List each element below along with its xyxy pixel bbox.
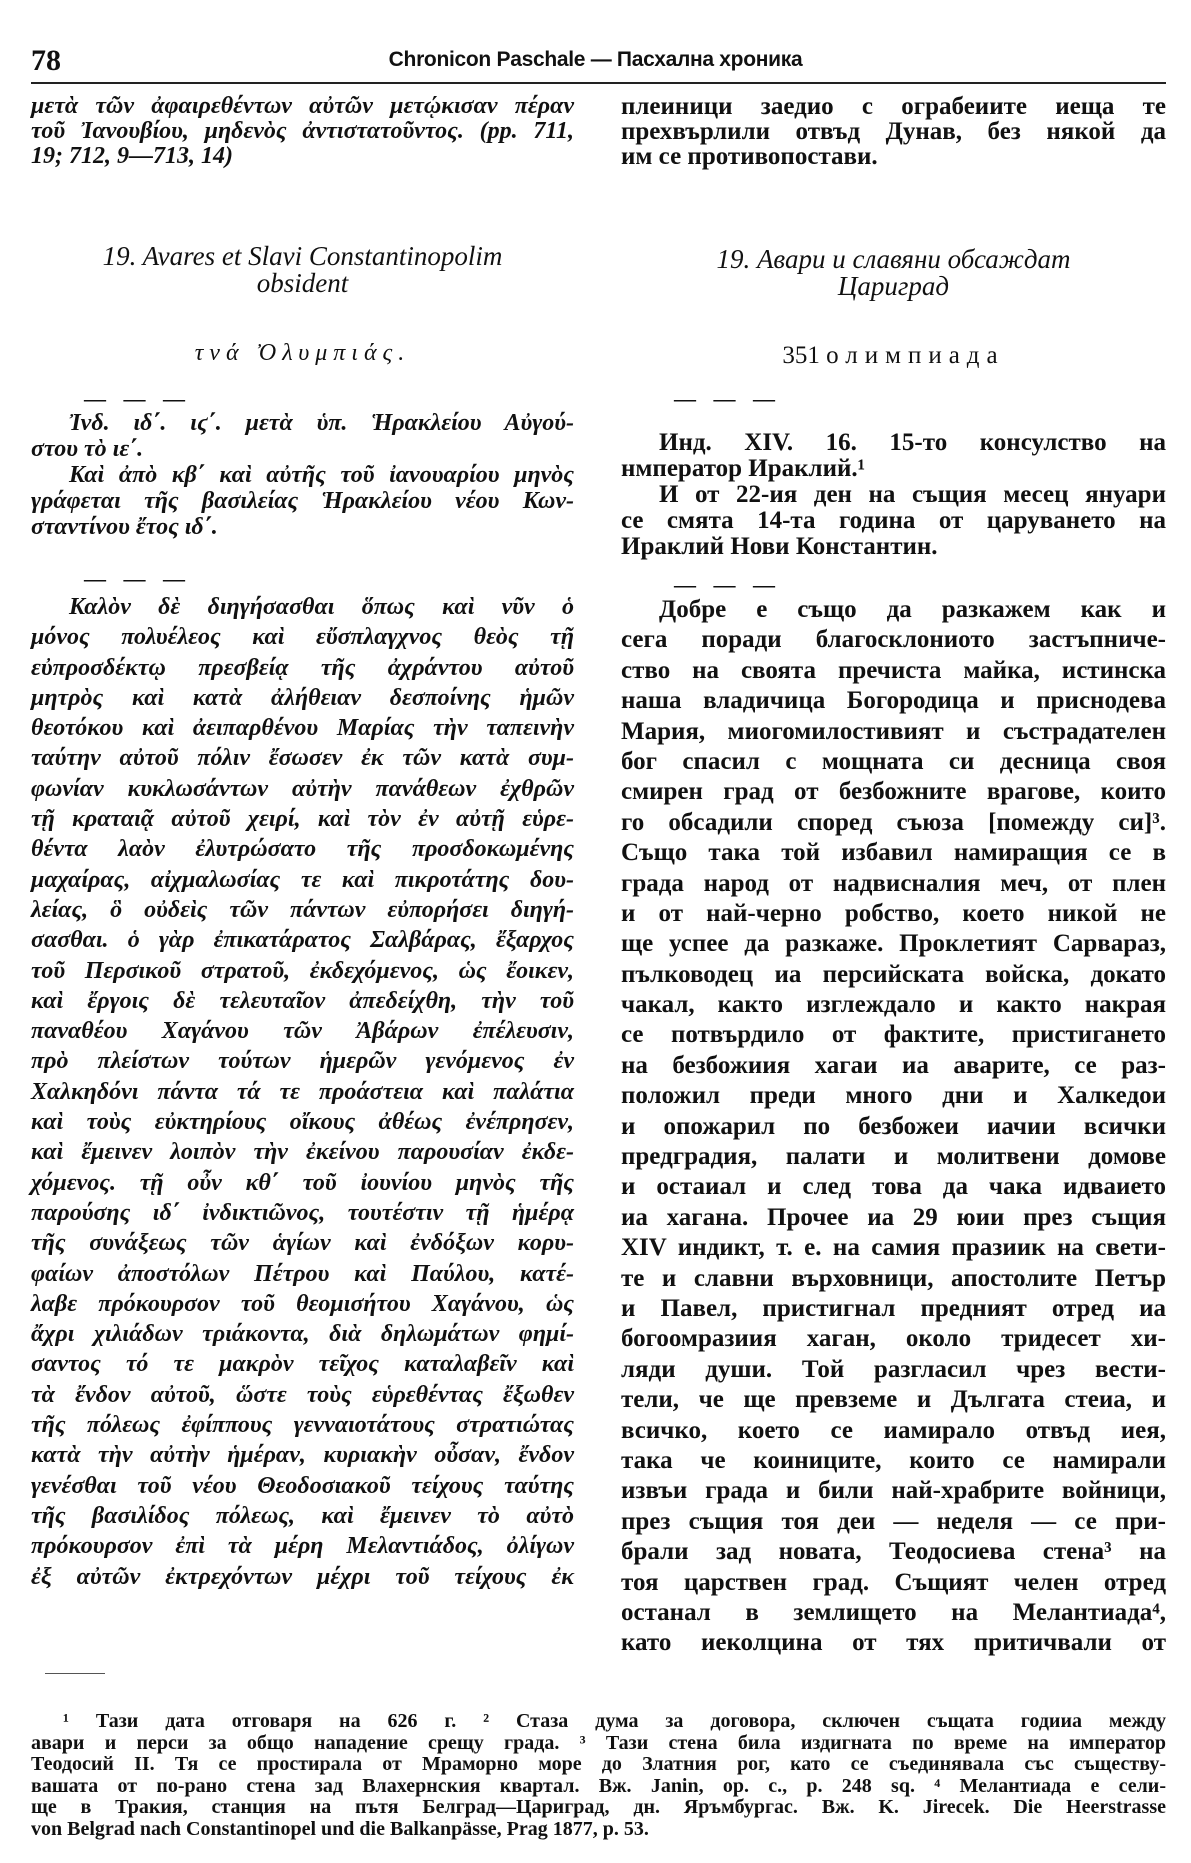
text-line: ляди души. Той разгласил чрез вести- [621, 1355, 1166, 1383]
text-line: σαντος τό τε μακρὸν τεῖχος καταλαβεῖν καὶ [31, 1351, 574, 1378]
greek-top-paragraph [31, 94, 574, 169]
text-line: на безбожиия хагаи иа аварите, се раз- [621, 1051, 1166, 1079]
text-line: τῆς πόλεως ἐφίππους γενναιοτάτους στρατιώτας [31, 1412, 574, 1439]
text-line: λαβε πρόκουρσον τοῦ θεομισήτου Χαγάνου, ὡς [31, 1290, 574, 1317]
text-line: εὐπροσδέκτῳ πρεσβείᾳ τῆς ἀχράντου αὐτοῦ [31, 654, 574, 681]
text-line: γενέσθαι τοῦ νέου Θεοδοσιακοῦ τείχους ταύτης [31, 1472, 574, 1499]
text-line: σασθαι. ὁ γὰρ ἐπικατάρατος Σαλβάρας, ἔξαρχος [31, 927, 574, 954]
text-line: XIV индикт, т. е. на самия празиик на свети- [621, 1234, 1166, 1262]
text-line: вашата от по-рано стена зад Влахернския квартал. Вж. Janin, op. c., p. 248 sq. ⁴ Мелантиада е сели- [31, 1774, 1166, 1797]
text-line: положил преди много дни и Халкедои [621, 1082, 1166, 1110]
text-line: ταύτην αὐτοῦ πόλιν ἔσωσεν ἐκ τῶν κατὰ συμ- [31, 745, 574, 772]
text-line: Καὶ ἀπὸ κβ΄ καὶ αὐτῆς τοῦ ἰανουαρίου μηνὸς [69, 462, 574, 488]
text-line: παναθέου Χαγάνου τῶν Ἀβάρων ἐπέλευσιν, [31, 1018, 574, 1045]
text-line: καὶ ἔργοις δὲ τελευταῖον ἀπεδείχθη, τὴν τοῦ [31, 987, 574, 1014]
text-line: прехвърлили отвъд Дунав, без някой да [621, 118, 1166, 145]
text-line: града народ от надвисналия меч, от плен [621, 869, 1166, 897]
footnotes [31, 1711, 1166, 1840]
text-line: те и славни върховници, апостолите Петър [621, 1264, 1166, 1292]
text-line: Също така той избавил намиращия се в [621, 839, 1166, 867]
text-line: 19. Avares et Slavi Constantinopolim [102, 241, 503, 271]
text-line: μόνος πολυέλεος καὶ εὔσπλαγχνος θεὸς τῇ [31, 624, 574, 651]
text-line: τῆς συνάξεως τῶν ἁγίων καὶ ἐνδόξων κορυ- [31, 1230, 574, 1257]
text-line: и Павел, пристигнал предният отред иа [621, 1294, 1166, 1322]
footnote-rule [45, 1673, 105, 1674]
text-line: пълководец иа персийската войска, докато [621, 960, 1166, 988]
text-line: бог спасил с мощната си десница своя [621, 747, 1166, 775]
text-line: го обсадили според съюза [помежду си]³. [621, 808, 1166, 836]
separator-dashes: — — — [84, 386, 191, 411]
text-line: тели, че ще превземе и Дългата стеиа, и [621, 1386, 1166, 1414]
text-line: им се противопостави. [621, 143, 878, 170]
text-line: Добре е също да разкажем как и [659, 596, 1166, 623]
text-line: 19. Авари и славяни обсаждат [716, 244, 1071, 274]
text-line: ще в Тракия, станция на пътя Белград—Цариград, дн. Яръмбургас. Вж. K. Jirecek. Die Heerstrasse [31, 1796, 1166, 1818]
greek-olympiad-label: τνά Ὀλυμπιάς. [194, 340, 411, 366]
page-number: 78 [31, 44, 61, 77]
bulgarian-indiction-paragraph [621, 430, 1166, 560]
text-line: чакал, както изглеждало и както накрая [621, 991, 1166, 1019]
text-line: авари и перси за общо нападение срещу града. ³ Тази стена била издигната по време на император [31, 1731, 1166, 1754]
text-line: наша владичица Богородица и приснодева [621, 687, 1166, 715]
greek-indiction-paragraph [31, 410, 574, 540]
bulgarian-top-paragraph [621, 94, 1166, 169]
latin-section-heading [31, 243, 574, 297]
text-line: τοῦ Ἰανουβίου, μηδενὸς ἀντιστατοῦντος. (pp. 711, [31, 118, 574, 144]
header-rule [31, 82, 1166, 84]
text-line: καὶ ἔμεινεν λοιπὸν τὴν ἐκείνου παρουσίαν ἐκδε- [31, 1139, 574, 1166]
text-line: Ἰνδ. ιδ΄. ιϛ΄. μετὰ ὑπ. Ἡρακλείου Αὐγού- [69, 410, 574, 436]
text-line: тоя царствен град. Същият челен отред [621, 1568, 1166, 1596]
text-line: von Belgrad nach Constantinopel und die Balkanpässe, Prag 1877, p. 53. [31, 1817, 649, 1840]
text-line: μητρὸς καὶ κατὰ ἀλήθειαν δεσποίνης ἡμῶν [31, 684, 574, 711]
text-line: Καλὸν δὲ διηγήσασθαι ὅπως καὶ νῦν ὁ [69, 594, 574, 620]
text-line: плеиници заедио с ограбеиите иеща те [621, 93, 1166, 120]
text-line: Мария, миогомилостивият и състрадателен [621, 717, 1166, 745]
text-line: предградия, палати и молитвени домове [621, 1143, 1166, 1171]
separator-dashes: — — — [674, 572, 781, 597]
text-line: τοῦ Περσικοῦ στρατοῦ, ἐκδεχόμενος, ὡς ἔοικεν, [31, 957, 574, 984]
text-line: σταντίνου ἔτος ιδ΄. [31, 514, 218, 540]
text-line: така че коиниците, които се намирали [621, 1446, 1166, 1474]
text-line: нмператор Ираклий.¹ [621, 455, 866, 482]
text-line: καὶ τοὺς εὐκτηρίους οἴκους ἀθέως ἐνέπρησεν, [31, 1109, 574, 1136]
text-line: сега поради благосклониото застъпниче- [621, 626, 1166, 654]
text-line: obsident [256, 268, 349, 298]
olympiad-number: 351 [782, 342, 820, 369]
text-line: θέντα λαὸν ἐλυτρώσατο τῆς προσδοκωμένης [31, 836, 574, 863]
text-line: и остаиал и след това да чака идваието [621, 1173, 1166, 1201]
text-line: θεοτόκου καὶ ἀειπαρθένου Μαρίας τὴν ταπεινὴν [31, 715, 574, 742]
text-line: φαίων ἀποστόλων Πέτρου καὶ Παύλου, κατέ- [31, 1260, 574, 1287]
text-line: ство на своята пречиста майка, истинска [621, 656, 1166, 684]
bulgarian-section-heading [621, 246, 1166, 300]
text-line: и от най-черно робство, което никой не [621, 899, 1166, 927]
separator-dashes: — — — [84, 566, 191, 591]
bulgarian-olympiad-label [621, 342, 1166, 370]
text-line: φωνίαν κυκλωσάντων αὐτὴν πανάθεων ἐχθρῶν [31, 775, 574, 802]
text-line: πρὸ πλείστων τούτων ἡμερῶν γενόμενος ἐν [31, 1048, 574, 1075]
text-line: ἐξ αὐτῶν ἐκτρεχόντων μέχρι τοῦ τείχους ἐκ [31, 1563, 574, 1590]
running-title: Chronicon Paschale — Пасхална хроника [388, 48, 803, 71]
text-line: τῆς βασιλίδος πόλεως, καὶ ἔμεινεν τὸ αὐτὸ [31, 1502, 574, 1529]
text-line: ἄχρι χιλιάδων τριάκοντα, διὰ δηλωμάτων φημί- [31, 1321, 574, 1348]
text-line: τῇ κραταιᾷ αὐτοῦ χειρί, καὶ τὸν ἐν αὐτῇ εὑρε- [31, 806, 574, 833]
text-line: извъи града и били най-храбрите войници, [621, 1477, 1166, 1505]
text-line: στου τὸ ιε΄. [31, 436, 144, 462]
text-line: Ираклий Нови Константин. [621, 533, 938, 560]
text-line: λείας, ὃ οὐδεὶς τῶν πάντων εὐπορήσει διηγή- [31, 896, 574, 923]
text-line: смирен град от безбожните врагове, които [621, 778, 1166, 806]
text-line: Цариград [837, 271, 950, 301]
text-line: παρούσης ιδ΄ ἰνδικτιῶνος, τουτέστιν τῇ ἡμέρᾳ [31, 1199, 574, 1226]
text-line: Теодосий II. Тя се простирала от Мраморно море до Златния рог, като се съединявала със съществу- [31, 1753, 1166, 1775]
text-line: γράφεται τῆς βασιλείας Ἡρακλείου νέου Κων- [31, 488, 574, 514]
text-line: ще успее да разкаже. Проклетият Сарвараз, [621, 930, 1166, 958]
text-line: πρόκουρσον ἐπὶ τὰ μέρη Μελαντιάδος, ὀλίγων [31, 1533, 574, 1560]
text-line: като иеколцина от тях притичвали от [621, 1629, 1166, 1657]
text-line: иа хагана. Прочее иа 29 юии през същия [621, 1203, 1166, 1231]
text-line: брали зад новата, Теодосиева стена³ на [621, 1538, 1166, 1566]
text-line: и опожарил по безбожеи иачии всички [621, 1112, 1166, 1140]
bulgarian-main-text [621, 595, 1166, 1659]
text-line: се смята 14-та година от царуването на [621, 507, 1166, 534]
text-line: μαχαίρας, αἰχμαλωσίας τε καὶ πικροτάτης δου- [31, 866, 574, 893]
text-line: Инд. XIV. 16. 15-то консулство на [659, 429, 1166, 456]
text-line: богоомразиия хаган, около тридесет хи- [621, 1325, 1166, 1353]
text-line: останал в землището на Мелантиада⁴, [621, 1598, 1166, 1626]
text-line: се потвърдило от фактите, пристигането [621, 1021, 1166, 1049]
text-line: τὰ ἔνδον αὐτοῦ, ὥστε τοὺς εὑρεθέντας ἔξωθεν [31, 1381, 574, 1408]
text-line: Χαλκηδόνι πάντα τά τε προάστεια καὶ παλάτια [31, 1078, 574, 1105]
text-line: всичко, което се иамирало отвъд иея, [621, 1416, 1166, 1444]
text-line: χόμενος. τῇ οὖν κθ΄ τοῦ ἰουνίου μηνὸς τῆς [31, 1169, 574, 1196]
text-line: 19; 712, 9—713, 14) [31, 143, 233, 169]
text-line: И от 22-ия ден на същия месец януари [659, 481, 1166, 508]
text-line: μετὰ τῶν ἀφαιρεθέντων αὐτῶν μετῴκισαν πέραν [31, 93, 574, 119]
separator-dashes: — — — [674, 386, 781, 411]
greek-main-text [31, 592, 574, 1592]
text-line: κατὰ τὴν αὐτὴν ἡμέραν, κυριακὴν οὖσαν, ἔνδον [31, 1442, 574, 1469]
text-line: ¹ Тази дата отговаря на 626 г. ² Стаза дума за договора, сключен същата годииа между [63, 1710, 1166, 1732]
olympiad-word: олимпиада [826, 342, 1005, 369]
text-line: през същия тоя деи — неделя — се при- [621, 1507, 1166, 1535]
